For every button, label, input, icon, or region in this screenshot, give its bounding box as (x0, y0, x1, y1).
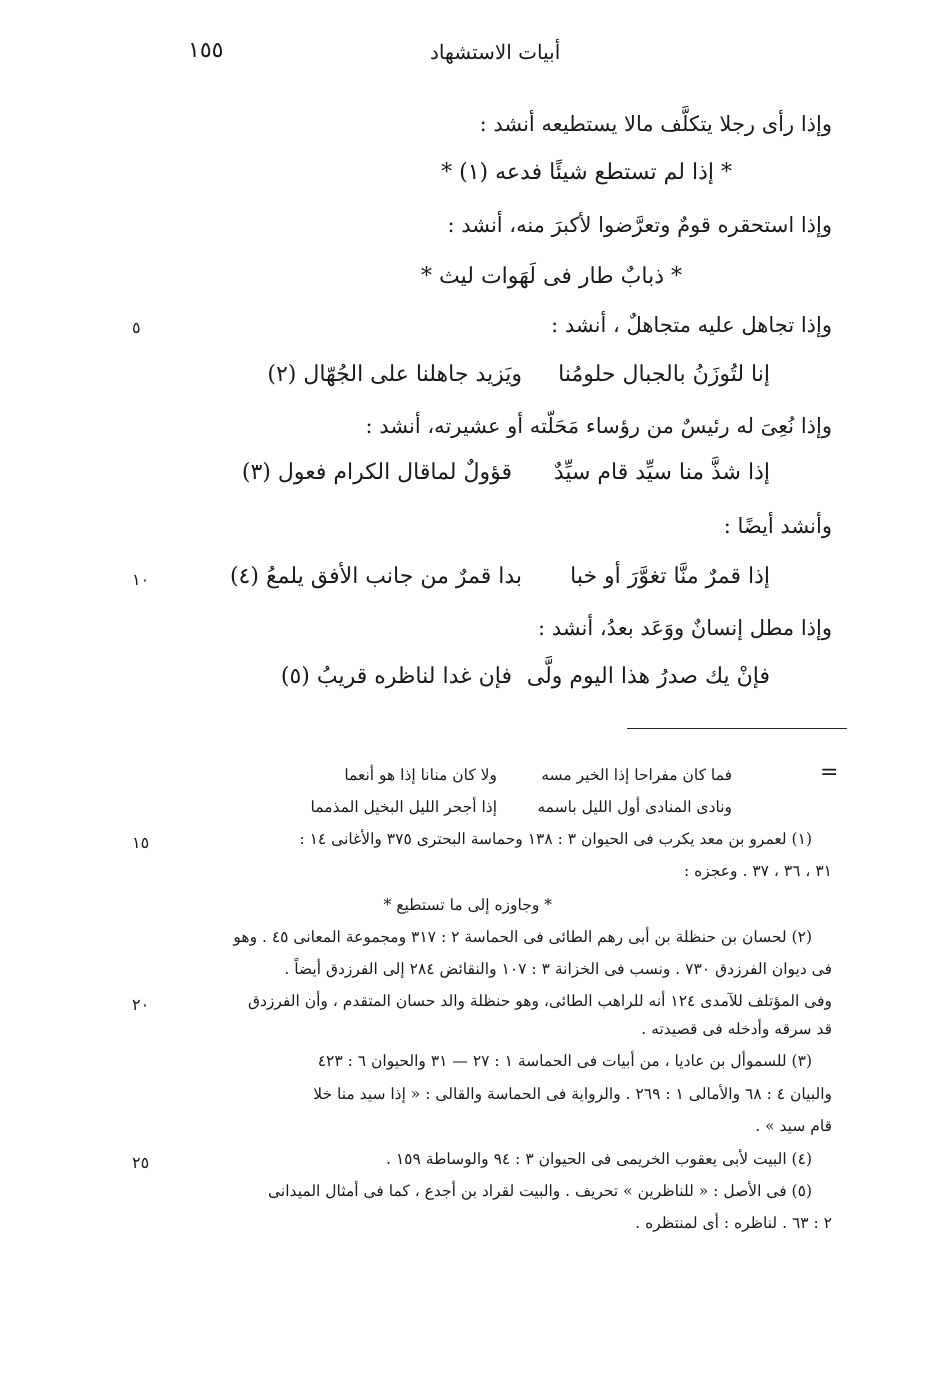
line-number-5: ٥ (132, 318, 141, 337)
footnote-4-line-1: (٤) البيت لأبى يعقوب الخريمى فى الحيوان ٣ : ٩٤ والوساطة ١٥٩ . (386, 1150, 812, 1168)
line-number-15: ١٥ (132, 833, 150, 852)
running-title: أبيات الاستشهاد (430, 40, 561, 64)
line-number-20: ٢٠ (132, 995, 150, 1014)
verse-2-first-hemistich: إذا شذَّ منا سيِّد قام سيِّدٌ (553, 460, 770, 485)
verse-1-first-hemistich: إنا لتُوزَنُ بالجبال حلومُنا (558, 362, 770, 387)
hemistich-line-2: * ذبابٌ طار فى لَهَوات ليث * (421, 264, 682, 289)
footnote-2-line-2: فى ديوان الفرزدق ٧٣٠ . ونسب فى الخزانة ٣ : ١٠٧ والنقائض ٢٨٤ إلى الفرزدق أيضاً . (284, 960, 832, 978)
prose-line-1: وإذا رأى رجلا يتكلَّف مالا يستطيعه أنشد : (479, 112, 832, 136)
footnote-5-line-2: ٢ : ٦٣ . لناظره : أى لمنتظره . (635, 1214, 832, 1232)
footnote-3-line-2: والبيان ٤ : ٦٨ والأمالى ١ : ٢٦٩ . والرواية فى الحماسة والقالى : « إذا سيد منا خلا (313, 1085, 832, 1103)
prose-line-5: وأنشد أيضًا : (723, 514, 832, 538)
footnote-1-hemistich: * وجاوزه إلى ما تستطيع * (383, 896, 552, 914)
footnote-1-line-1: (١) لعمرو بن معد يكرب فى الحيوان ٣ : ١٣٨ وحماسة البحترى ٣٧٥ والأغانى ١٤ : (299, 830, 812, 848)
verse-4-second-hemistich: فإن غدا لناظره قريبُ (٥) (280, 664, 512, 689)
hemistich-line-1: * إذا لم تستطع شيئًا فدعه (١) * (441, 160, 732, 185)
footnote-2-line-3: وفى المؤتلف للآمدى ١٢٤ أنه للراهب الطائى، وهو حنظلة والد حسان المتقدم ، وأن الفرزدق (247, 992, 832, 1010)
prose-line-3: وإذا تجاهل عليه متجاهلٌ ، أنشد : (551, 313, 832, 337)
line-number-25: ٢٥ (132, 1153, 150, 1172)
footnote-1-line-2: ٣١ ، ٣٦ ، ٣٧ . وعجزه : (683, 862, 832, 880)
line-number-10: ١٠ (132, 570, 150, 589)
footnote-2-line-4: قد سرقه وأدخله فى قصيدته . (641, 1020, 832, 1038)
verse-3-first-hemistich: إذا قمرٌ منَّا تغوَّرَ أو خبا (570, 564, 770, 589)
footnote-cont-verse-1-first: فما كان مفراحا إذا الخير مسه (541, 766, 732, 784)
footnote-2-line-1: (٢) لحسان بن حنظلة بن أبى رهم الطائى فى الحماسة ٢ : ٣١٧ ومجموعة المعانى ٤٥ . وهو (233, 928, 812, 946)
verse-3-second-hemistich: بدا قمرٌ من جانب الأفق يلمعُ (٤) (229, 564, 522, 589)
footnote-cont-verse-2-first: ونادى المنادى أول الليل باسمه (537, 798, 732, 816)
footnote-cont-verse-2-second: إذا أجحر الليل البخيل المذمما (310, 798, 497, 816)
prose-line-4: وإذا نُعِىَ له رئيسٌ من رؤساء مَحَلّته أو عشيرته، أنشد : (365, 414, 832, 438)
verse-2-second-hemistich: قؤولٌ لماقال الكرام فعول (٣) (241, 460, 512, 485)
footnote-separator (627, 728, 847, 729)
footnote-3-line-1: (٣) للسموأل بن عاديا ، من أبيات فى الحماسة ١ : ٢٧ — ٣١ والحيوان ٦ : ٤٢٣ (317, 1052, 812, 1070)
continuation-mark: = (820, 760, 839, 785)
footnote-5-line-1: (٥) فى الأصل : « للناظرين » تحريف . والبيت لقراد بن أجدع ، كما فى أمثال الميدانى (268, 1182, 812, 1200)
footnote-3-line-3: قام سيد » . (755, 1117, 832, 1135)
prose-line-6: وإذا مطل إنسانٌ ووَعَد بعدُ، أنشد : (538, 616, 832, 640)
verse-4-first-hemistich: فإنْ يك صدرُ هذا اليوم ولَّى (526, 664, 770, 689)
footnote-cont-verse-1-second: ولا كان منانا إذا هو أنعما (344, 766, 497, 784)
prose-line-2: وإذا استحقره قومٌ وتعرَّضوا لأكبرَ منه، أنشد : (447, 213, 832, 237)
verse-1-second-hemistich: ويَزيد جاهلنا على الجُهّال (٢) (267, 362, 522, 387)
page-number: ١٥٥ (188, 38, 224, 63)
